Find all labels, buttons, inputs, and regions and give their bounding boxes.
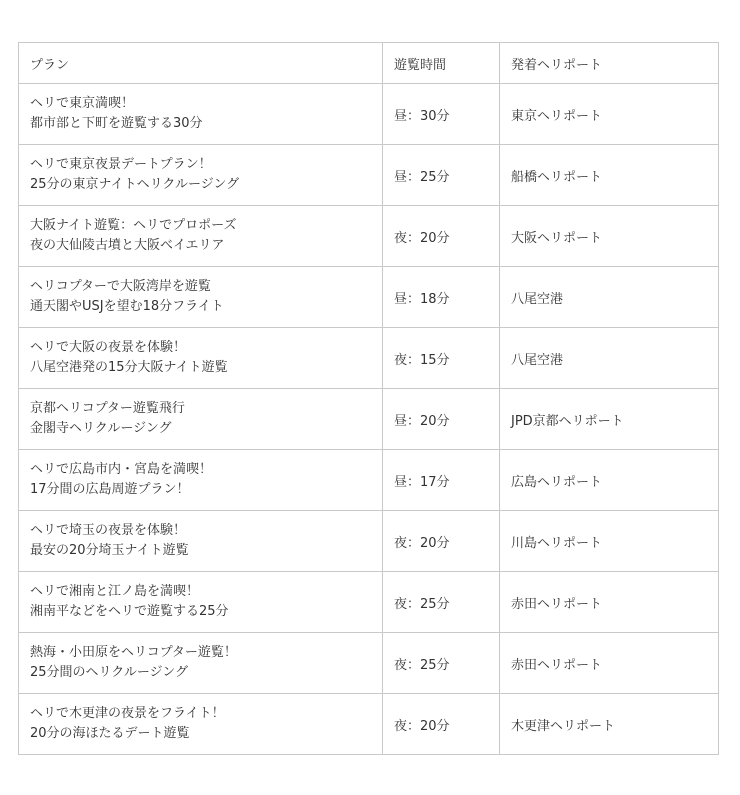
duration-text: 昼：17分 <box>394 474 450 490</box>
plan-cell <box>19 328 383 389</box>
plan-title: ヘリで東京夜景デートプラン！ <box>30 157 212 172</box>
plan-cell <box>19 694 383 755</box>
duration-cell <box>383 84 500 145</box>
duration-cell <box>383 267 500 328</box>
plan-subtitle: 都市部と下町を遊覧する30分 <box>30 116 203 131</box>
plan-cell <box>19 389 383 450</box>
plan-cell <box>19 633 383 694</box>
plan-table-container <box>18 42 719 755</box>
plan-title: 大阪ナイト遊覧：ヘリでプロポーズ <box>30 218 237 233</box>
duration-text: 夜：20分 <box>394 535 450 551</box>
header-plan: プラン <box>19 43 383 84</box>
table-row <box>19 389 719 450</box>
heliport-text: 川島ヘリポート <box>511 535 603 551</box>
heliport-text: 赤田ヘリポート <box>511 657 603 673</box>
heliport-cell <box>500 145 719 206</box>
plan-subtitle: 25分間のヘリクルージング <box>30 665 189 680</box>
plan-title: ヘリで広島市内・宮島を満喫！ <box>30 462 213 477</box>
duration-text: 昼：30分 <box>394 108 450 124</box>
heliport-text: 船橋ヘリポート <box>511 169 603 185</box>
duration-text: 夜：20分 <box>394 230 450 246</box>
plan-title: ヘリで大阪の夜景を体験！ <box>30 340 187 355</box>
duration-cell <box>383 206 500 267</box>
helicopter-plan-table <box>18 42 719 755</box>
plan-subtitle: 通天閣やUSJを望む18分フライト <box>30 299 224 314</box>
header-duration: 遊覧時間 <box>383 43 500 84</box>
duration-cell <box>383 572 500 633</box>
heliport-text: 大阪ヘリポート <box>511 230 603 246</box>
duration-cell <box>383 450 500 511</box>
heliport-cell <box>500 389 719 450</box>
plan-subtitle: 17分間の広島周遊プラン！ <box>30 482 190 497</box>
plan-subtitle: 湘南平などをヘリで遊覧する25分 <box>30 604 229 619</box>
duration-cell <box>383 389 500 450</box>
table-row <box>19 145 719 206</box>
heliport-text: 東京ヘリポート <box>511 108 603 124</box>
heliport-text: 赤田ヘリポート <box>511 596 603 612</box>
duration-cell <box>383 145 500 206</box>
plan-subtitle: 最安の20分埼玉ナイト遊覧 <box>30 543 189 558</box>
duration-text: 夜：25分 <box>394 596 450 612</box>
heliport-text: 八尾空港 <box>511 352 564 368</box>
duration-cell <box>383 633 500 694</box>
table-row <box>19 511 719 572</box>
plan-title: ヘリで東京満喫！ <box>30 96 135 111</box>
plan-title: 京都ヘリコプター遊覧飛行 <box>30 401 185 416</box>
heliport-text: JPD京都ヘリポート <box>511 413 624 429</box>
plan-title: 熱海・小田原をヘリコプター遊覧！ <box>30 645 237 660</box>
heliport-text: 八尾空港 <box>511 291 564 307</box>
plan-cell <box>19 450 383 511</box>
heliport-cell <box>500 633 719 694</box>
plan-subtitle: 金閣寺ヘリクルージング <box>30 421 172 436</box>
heliport-cell <box>500 694 719 755</box>
heliport-text: 木更津ヘリポート <box>511 718 616 734</box>
plan-cell <box>19 206 383 267</box>
plan-subtitle: 20分の海ほたるデート遊覧 <box>30 726 190 741</box>
heliport-cell <box>500 84 719 145</box>
heliport-cell <box>500 511 719 572</box>
plan-cell <box>19 572 383 633</box>
table-row <box>19 84 719 145</box>
table-row <box>19 633 719 694</box>
plan-subtitle: 夜の大仙陵古墳と大阪ベイエリア <box>30 238 225 253</box>
heliport-cell <box>500 206 719 267</box>
plan-subtitle: 八尾空港発の15分大阪ナイト遊覧 <box>30 360 228 375</box>
duration-text: 夜：25分 <box>394 657 450 673</box>
table-header-row <box>19 43 719 84</box>
duration-cell <box>383 694 500 755</box>
table-row <box>19 572 719 633</box>
plan-title: ヘリで木更津の夜景をフライト！ <box>30 706 225 721</box>
plan-title: ヘリで埼玉の夜景を体験！ <box>30 523 187 538</box>
header-heliport: 発着ヘリポート <box>500 43 719 84</box>
duration-text: 昼：20分 <box>394 413 450 429</box>
heliport-cell <box>500 328 719 389</box>
plan-title: ヘリで湘南と江ノ島を満喫！ <box>30 584 200 599</box>
plan-title: ヘリコプターで大阪湾岸を遊覧 <box>30 279 211 294</box>
table-row <box>19 328 719 389</box>
duration-text: 夜：20分 <box>394 718 450 734</box>
table-row <box>19 206 719 267</box>
duration-cell <box>383 511 500 572</box>
plan-cell <box>19 84 383 145</box>
duration-text: 昼：25分 <box>394 169 450 185</box>
table-row <box>19 267 719 328</box>
duration-cell <box>383 328 500 389</box>
heliport-cell <box>500 450 719 511</box>
plan-cell <box>19 267 383 328</box>
heliport-cell <box>500 267 719 328</box>
table-row <box>19 450 719 511</box>
duration-text: 夜：15分 <box>394 352 450 368</box>
table-row <box>19 694 719 755</box>
heliport-cell <box>500 572 719 633</box>
plan-cell <box>19 511 383 572</box>
plan-cell <box>19 145 383 206</box>
heliport-text: 広島ヘリポート <box>511 474 603 490</box>
duration-text: 昼：18分 <box>394 291 450 307</box>
plan-subtitle: 25分の東京ナイトヘリクルージング <box>30 177 240 192</box>
